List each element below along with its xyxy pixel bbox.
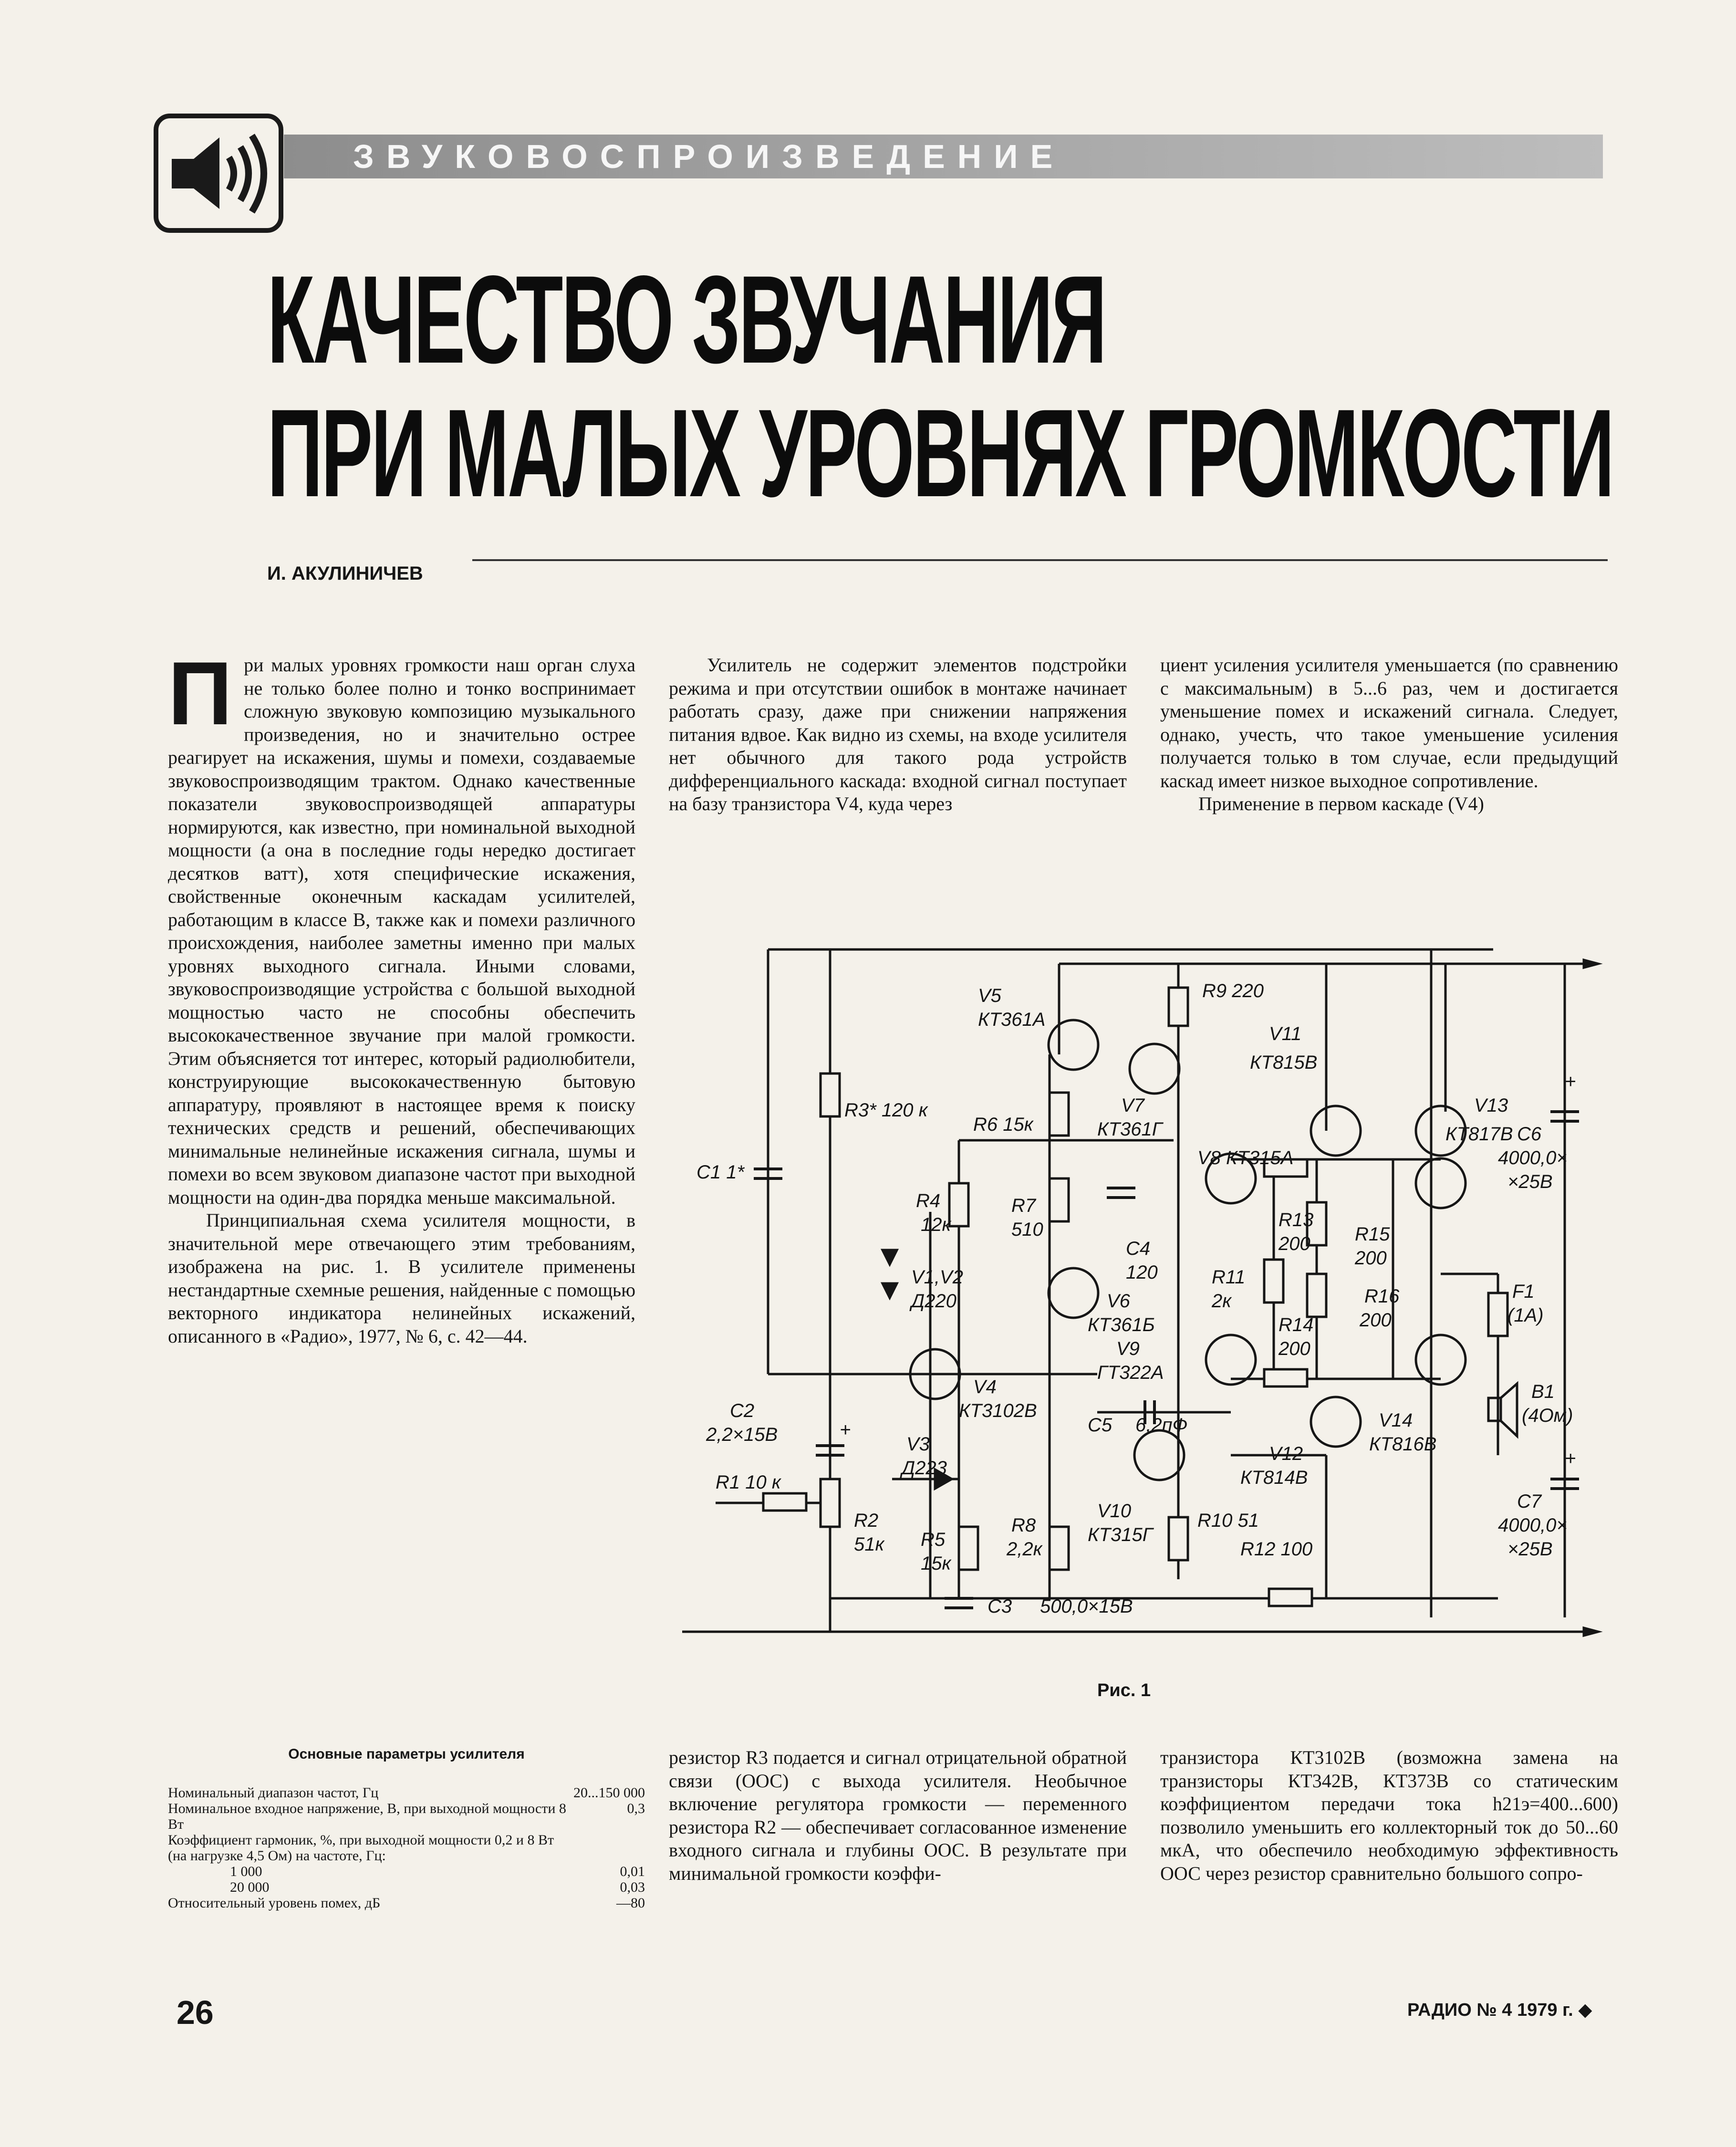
label-v8: V8 КТ315А <box>1197 1147 1294 1168</box>
fuse-f1 <box>1488 1293 1507 1336</box>
label-plus: + <box>840 1419 851 1440</box>
resistor-r8 <box>1050 1527 1069 1570</box>
label-r3: R3* 120 к <box>844 1100 928 1121</box>
label-v5-type: КТ361А <box>978 1009 1046 1030</box>
label-d223: Д223 <box>902 1458 947 1479</box>
label-plus: + <box>1565 1071 1576 1092</box>
label-r16: R16 <box>1364 1286 1400 1307</box>
label-c6: C6 <box>1517 1124 1542 1145</box>
resistor-r14 <box>1264 1369 1307 1386</box>
parameter-label: Номинальный диапазон частот, Гц <box>168 1785 379 1801</box>
resistor-r3 <box>821 1074 840 1116</box>
label-r4: R4 <box>916 1190 941 1211</box>
rubric-title: ЗВУКОВОСПРОИЗВЕДЕНИЕ <box>353 138 1065 175</box>
label-c3: C3 <box>988 1596 1012 1617</box>
label-v10-type: КТ315Г <box>1088 1524 1153 1545</box>
label-r4-value: 12к <box>921 1214 951 1235</box>
capacitors <box>754 1112 1579 1608</box>
speaker-icon <box>158 118 279 228</box>
paragraph: транзистора КТ3102В (возможна замена на транзисторы КТ342В, КТ373В со статическим коэффициентом передачи тока h21э=400...600) позволило уменьшить его коллекторный ток до 50...60 мкА, что обеспечило необходимую эффективность ООС через резистор сравнительно большого сопро- <box>1160 1747 1618 1884</box>
headline-line-1: КАЧЕСТВО ЗВУЧАНИЯ <box>267 250 1105 389</box>
label-v11: V11 <box>1269 1023 1302 1044</box>
label-c4-value: 120 <box>1126 1262 1158 1283</box>
label-c5-value: 6,2пФ <box>1135 1415 1188 1436</box>
parameter-value: 20...150 000 <box>573 1785 645 1801</box>
label-r14: R14 <box>1279 1314 1314 1335</box>
parameter-value <box>573 1832 645 1864</box>
label-c3-value: 500,0×15В <box>1040 1596 1133 1617</box>
label-r1: R1 10 к <box>716 1472 781 1493</box>
label-c6-voltage: ×25В <box>1507 1171 1553 1192</box>
label-r5-value: 15к <box>921 1553 951 1574</box>
drop-cap: П <box>168 643 233 743</box>
label-c7: C7 <box>1517 1491 1542 1512</box>
label-r2: R2 <box>854 1510 879 1531</box>
label-v13-type: КТ817В <box>1445 1124 1513 1145</box>
parameter-row <box>168 1801 645 1832</box>
parameters-title: Основные параметры усилителя <box>288 1746 525 1762</box>
resistor-r9 <box>1169 988 1188 1026</box>
label-v6: V6 <box>1107 1291 1130 1312</box>
figure-caption: Рис. 1 <box>1097 1680 1151 1700</box>
article-column-2 <box>669 654 1127 816</box>
label-r2-value: 51к <box>854 1534 884 1555</box>
transistor-v9 <box>1206 1335 1256 1385</box>
label-r15: R15 <box>1355 1224 1390 1245</box>
parameter-label: Коэффициент гармоник, %, при выходной мощности 0,2 и 8 Вт (на нагрузке 4,5 Ом) на частоте, Гц: <box>168 1832 554 1864</box>
paragraph: Применение в первом каскаде (V4) <box>1198 793 1484 814</box>
resistor-r12 <box>1269 1589 1312 1606</box>
paragraph: Усилитель не содержит элементов подстройки режима и при отсутствии ошибок в монтаже начинает работать сразу, даже при снижении напряжения питания вдвое. Как видно из схемы, на входе усилителя нет обычного для такого рода устройств дифференциального каскада: входной сигнал поступает на базу транзистора V4, куда через <box>669 654 1127 814</box>
parameter-value: 0,3 <box>627 1801 645 1816</box>
parameter-row <box>168 1785 645 1801</box>
transistor-v10 <box>1134 1430 1184 1480</box>
label-c7-value: 4000,0× <box>1498 1515 1568 1536</box>
label-v1v2: V1,V2 <box>911 1267 963 1288</box>
article-column-1 <box>168 643 635 1348</box>
label-r12: R12 100 <box>1240 1539 1313 1560</box>
resistor-r7 <box>1050 1178 1069 1221</box>
parameter-value: 0,01 <box>620 1864 645 1879</box>
author-name: И. АКУЛИНИЧЕВ <box>267 563 423 584</box>
label-r14-value: 200 <box>1279 1338 1310 1359</box>
label-v6-type: КТ361Б <box>1088 1314 1155 1335</box>
parameter-value: 0,03 <box>620 1879 645 1895</box>
label-v12: V12 <box>1269 1443 1303 1464</box>
amplifier-schematic <box>677 930 1622 1665</box>
label-v5: V5 <box>978 985 1001 1006</box>
label-r16-value: 200 <box>1360 1310 1392 1331</box>
label-r13: R13 <box>1279 1209 1314 1230</box>
label-c4: C4 <box>1126 1238 1151 1259</box>
label-f1: F1 <box>1512 1281 1535 1302</box>
parameter-label: 20 000 <box>230 1879 270 1895</box>
label-r8: R8 <box>1011 1515 1036 1536</box>
parameter-value: —80 <box>616 1895 645 1911</box>
paragraph: циент усиления усилителя уменьшается (по сравнению с максимальным) в 5...6 раз, чем и достигается уменьшение помех и искажений сигнала. Следует, однако, учесть, что такое уменьшение усиления получается только в том случае, если предыдущий каскад имеет низкое выходное сопротивление. <box>1160 654 1618 792</box>
label-r10: R10 51 <box>1197 1510 1259 1531</box>
resistor-r2 <box>821 1479 840 1527</box>
label-v13: V13 <box>1474 1095 1508 1116</box>
label-c1: C1 1* <box>696 1162 745 1183</box>
label-v4: V4 <box>973 1376 997 1397</box>
label-r5: R5 <box>921 1529 946 1550</box>
label-v10: V10 <box>1097 1501 1132 1522</box>
label-b1-value: (4Ом) <box>1522 1405 1573 1426</box>
headline-line-2: ПРИ МАЛЫХ УРОВНЯХ ГРОМКОСТИ <box>267 383 1613 523</box>
parameter-row <box>168 1832 645 1864</box>
magazine-issue: РАДИО № 4 1979 г. ◆ <box>1407 2000 1592 2020</box>
resistor-r10 <box>1169 1517 1188 1560</box>
transistor-v5 <box>1049 1020 1098 1070</box>
label-v4-type: КТ3102В <box>959 1400 1037 1421</box>
resistor-r1 <box>763 1493 806 1511</box>
label-r15-value: 200 <box>1355 1248 1387 1269</box>
article-column-2-continued <box>669 1746 1127 1885</box>
label-v9-type: ГТ322А <box>1097 1362 1164 1383</box>
article-column-3-continued <box>1160 1746 1618 1885</box>
speaker-logo <box>154 114 283 233</box>
transistor-v13b <box>1416 1158 1466 1208</box>
label-d220: Д220 <box>911 1291 956 1312</box>
label-v7: V7 <box>1121 1095 1144 1116</box>
label-v11-type: КТ815В <box>1250 1052 1318 1073</box>
label-r7: R7 <box>1011 1195 1036 1216</box>
article-column-3 <box>1160 654 1618 816</box>
label-v14-type: КТ816В <box>1369 1434 1437 1455</box>
label-c2: C2 <box>730 1400 755 1421</box>
resistor-r11 <box>1264 1260 1283 1303</box>
resistor-r5 <box>959 1527 978 1570</box>
paragraph: ри малых уровнях громкости наш орган слуха не только более полно и тонко воспринимает сложную звуковую композицию музыкального произведения, но и значительно острее реагирует на искажения, шумы и помехи, создаваемые звуковоспроизводящим трактом. Однако качественные показатели звуковоспроизводящей аппаратуры нормируются, как известно, при номинальной выходной мощности (а она в последние годы нередко достигает десятков ватт), хотя специфические искажения, свойственные оконечным каскадам усилителей, работающим в классе В, также как и помехи различного происхождения, наиболее заметны именно при малых уровнях выходного сигнала. Иными словами, звуковоспроизводящие устройства с большой выходной мощностью часто не способны обеспечить высококачественное звучание при малой громкости. Этим объясняется тот интерес, который радиолюбители, конструирующие высококачественную бытовую аппаратуру, проявляют в настоящее время к поиску технических средств и решений, обеспечивающих минимальные нелинейные искажения сигнала, шумы и помехи во всем звуковом диапазоне частот при выходной мощности на один-два порядка меньше максимальной. <box>168 654 635 1208</box>
label-r11: R11 <box>1212 1267 1246 1288</box>
label-v9: V9 <box>1116 1338 1140 1359</box>
parameter-label: 1 000 <box>230 1864 262 1879</box>
label-b1: В1 <box>1531 1381 1555 1402</box>
label-r9: R9 220 <box>1202 980 1264 1001</box>
parameters-table <box>168 1746 645 1911</box>
parameter-row <box>168 1895 645 1911</box>
label-r6: R6 15к <box>973 1114 1033 1135</box>
article-headline <box>267 250 1651 523</box>
parameter-row <box>168 1879 645 1895</box>
diode-v1 <box>883 1250 897 1264</box>
label-c2-value: 2,2×15В <box>706 1424 778 1445</box>
transistor-v14 <box>1311 1397 1361 1447</box>
label-f1-value: (1А) <box>1507 1305 1544 1326</box>
paragraph: резистор R3 подается и сигнал отрицательной обратной связи (ООС) с выхода усилителя. Необычное включение регулятора громкости — переменного резистора R2 — обеспечивает согласованное изменение входного сигнала и глубины ООС. В результате при минимальной громкости коэффи- <box>669 1747 1127 1884</box>
transistor-v7 <box>1130 1044 1179 1094</box>
speaker-b1 <box>1488 1384 1517 1436</box>
label-v14: V14 <box>1379 1410 1413 1431</box>
label-r8-value: 2,2к <box>1007 1539 1042 1560</box>
label-v3: V3 <box>906 1434 930 1455</box>
page-number: 26 <box>177 1994 214 2031</box>
label-r7-value: 510 <box>1011 1219 1043 1240</box>
parameter-row <box>168 1864 645 1879</box>
transistor-v6 <box>1049 1268 1098 1318</box>
label-r11-value: 2к <box>1212 1291 1232 1312</box>
transistor-v11 <box>1311 1106 1361 1156</box>
label-c6-value: 4000,0× <box>1498 1147 1568 1168</box>
label-r13-value: 200 <box>1279 1233 1310 1254</box>
label-plus: + <box>1565 1448 1576 1469</box>
label-v7-type: КТ361Г <box>1097 1119 1163 1140</box>
diode-v2 <box>883 1283 897 1298</box>
resistor-r6 <box>1050 1093 1069 1136</box>
label-v12-type: КТ814В <box>1240 1467 1308 1488</box>
resistor-r4 <box>949 1183 968 1226</box>
label-c7-voltage: ×25В <box>1507 1539 1553 1560</box>
parameter-label: Номинальное входное напряжение, В, при выходной мощности 8 Вт <box>168 1801 566 1832</box>
resistor-r16 <box>1307 1274 1326 1317</box>
label-c5: C5 <box>1088 1415 1112 1436</box>
paragraph: Принципиальная схема усилителя мощности, в значительной мере отвечающего этим требованиям, изображена на рис. 1. В усилителе применены нестандартные схемные решения, найденные с помощью векторного индикатора нелинейных искажений, описанного в «Радио», 1977, № 6, с. 42—44. <box>168 1209 635 1347</box>
author-rule <box>472 559 1608 561</box>
parameter-label: Относительный уровень помех, дБ <box>168 1895 381 1911</box>
transistor-v14b <box>1416 1335 1466 1385</box>
